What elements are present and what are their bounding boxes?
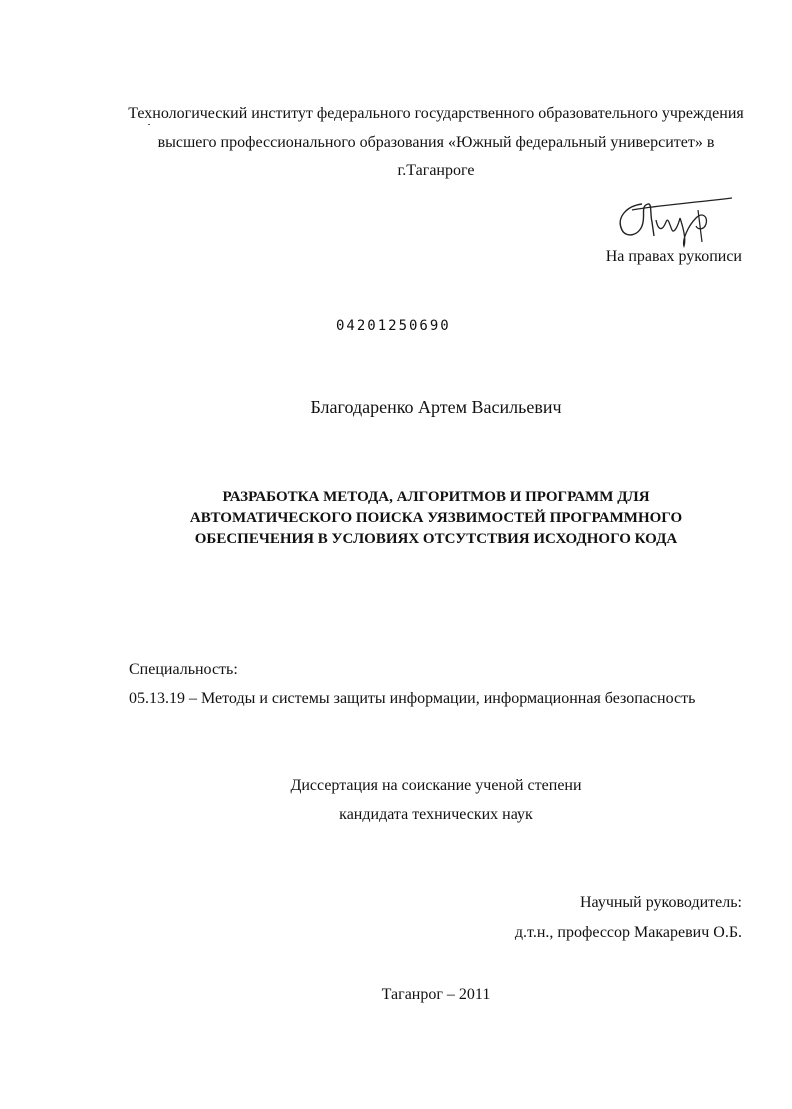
institution-line-3: г.Таганроге (397, 162, 475, 179)
scan-speck (148, 124, 150, 125)
author-name: Благодаренко Артем Васильевич (310, 397, 562, 417)
dissertation-title (0, 487, 792, 550)
specialty-value: 05.13.19 – Методы и системы защиты информации, информационная безопасность (129, 690, 696, 707)
institution-line-1: Технологический институт федерального государственного образовательного учреждения (128, 105, 744, 122)
title-line-2: АВТОМАТИЧЕСКОГО ПОИСКА УЯЗВИМОСТЕЙ ПРОГРАММНОГО (189, 510, 683, 526)
dissertation-line-1: Диссертация на соискание ученой степени (290, 777, 582, 794)
institution-line-2: высшего профессионального образования «Южный федеральный университет» в (157, 134, 715, 151)
document-number: 04201250690 (336, 318, 451, 334)
title-line-1: РАЗРАБОТКА МЕТОДА, АЛГОРИТМОВ И ПРОГРАММ ДЛЯ (222, 489, 650, 505)
handwritten-signature (612, 196, 738, 248)
dissertation-line-2: кандидата технических наук (339, 806, 533, 823)
place-year: Таганрог – 2011 (381, 986, 491, 1003)
specialty-label: Специальность: (129, 661, 238, 678)
manuscript-note: На правах рукописи (605, 248, 742, 265)
supervisor-name: д.т.н., профессор Макаревич О.Б. (514, 924, 742, 941)
supervisor-label: Научный руководитель: (579, 894, 742, 911)
title-line-3: ОБЕСПЕЧЕНИЯ В УСЛОВИЯХ ОТСУТСТВИЯ ИСХОДНОГО КОДА (194, 531, 678, 547)
